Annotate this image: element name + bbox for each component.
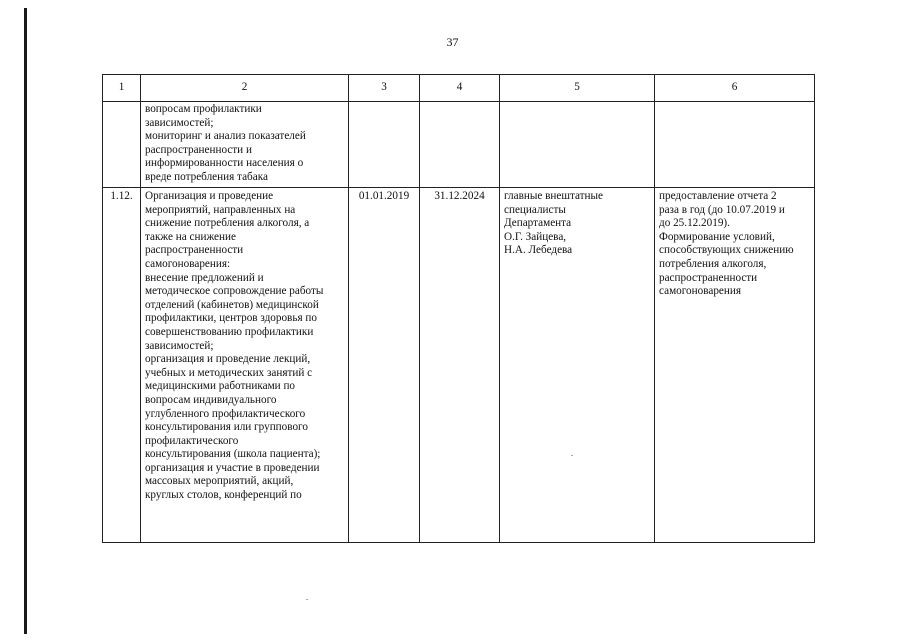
cell-end-date: 31.12.2024 [420, 188, 500, 543]
table-row-continuation [103, 102, 815, 188]
cell-start-date: 01.01.2019 [349, 188, 420, 543]
cell-activity: вопросам профилактики зависимостей; мониторинг и анализ показателей распространенности и информированности населения о вреде потребления табака [141, 102, 349, 188]
plan-table [102, 74, 815, 543]
page-number: 37 [446, 35, 459, 49]
scan-edge-line [24, 8, 27, 634]
scan-speck [306, 599, 308, 600]
table-header-row [103, 75, 815, 102]
header-cell-col4: 4 [420, 75, 500, 102]
header-cell-col6: 6 [655, 75, 815, 102]
header-cell-col2: 2 [141, 75, 349, 102]
table-row-1-12 [103, 188, 815, 543]
header-cell-col1: 1 [103, 75, 141, 102]
cell-result: предоставление отчета 2 раза в год (до 10.07.2019 и до 25.12.2019). Формирование условий, способствующих снижению потребления алкоголя, распространенности самогоноварения [655, 188, 815, 543]
scan-speck [571, 455, 573, 456]
cell-result [655, 102, 815, 188]
cell-activity: Организация и проведение мероприятий, направленных на снижение потребления алкоголя, а также на снижение распространенности самогоноварения: внесение предложений и методическое сопровождение работы отделений (кабинетов) медицинской профилактики, центров здоровья по совершенствованию профилактики зависимостей; организация и проведение лекций, учебных и методических занятий с медицинскими работниками по вопросам индивидуального углубленного профилактического консультирования или группового профилактического консультирования (школа пациента); организация и участие в проведении массовых мероприятий, акций, круглых столов, конференций по [141, 188, 349, 543]
cell-responsible [500, 102, 655, 188]
cell-start-date [349, 102, 420, 188]
cell-item-number [103, 102, 141, 188]
cell-item-number: 1.12. [103, 188, 141, 543]
cell-end-date [420, 102, 500, 188]
header-cell-col5: 5 [500, 75, 655, 102]
cell-responsible: главные внештатные специалисты Департамента О.Г. Зайцева, Н.А. Лебедева [500, 188, 655, 543]
header-cell-col3: 3 [349, 75, 420, 102]
